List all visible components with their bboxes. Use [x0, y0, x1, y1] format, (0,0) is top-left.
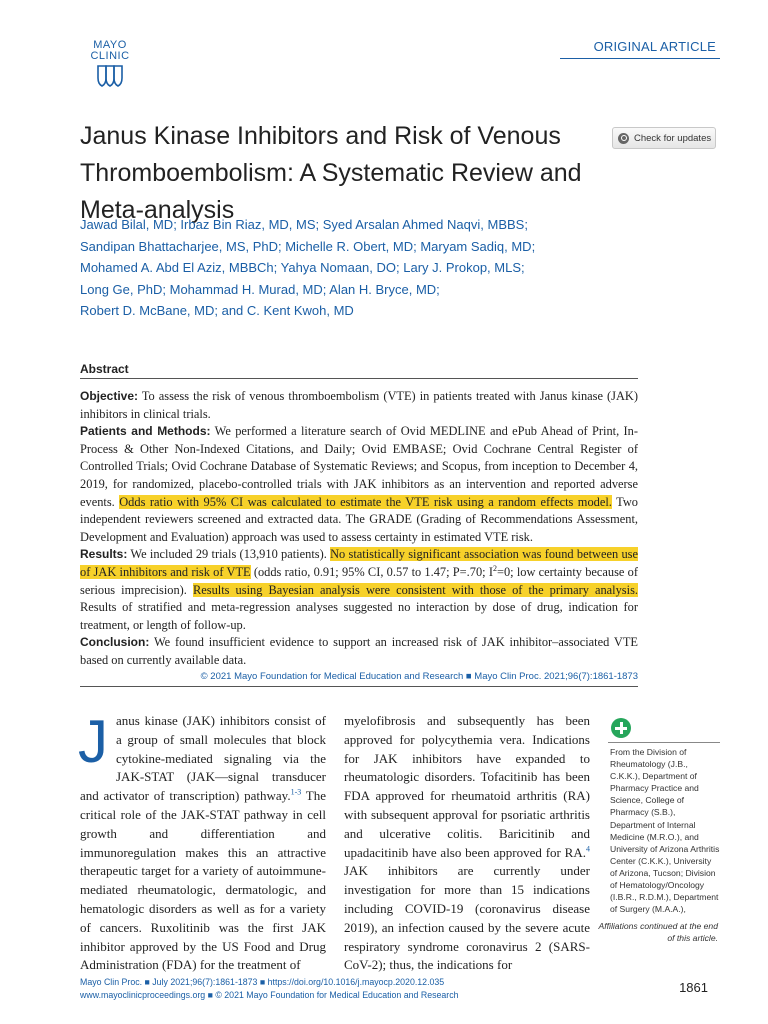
logo-line-2: CLINIC [90, 50, 130, 62]
mayo-clinic-logo [80, 40, 140, 88]
author-line[interactable]: Sandipan Bhattacharjee, MS, PhD; Michelle R. Obert, MD; Maryam Sadiq, MD; [80, 238, 536, 254]
results-superscript: 2 [492, 563, 497, 573]
footer-citation[interactable]: Mayo Clin Proc. ■ July 2021;96(7):1861-1873 ■ https://doi.org/10.1016/j.mayocp.2020.12.035 [80, 977, 445, 987]
conclusion-text: We found insufficient evidence to support an increased risk of JAK inhibitor–associated VTE based on currently available data. [80, 635, 638, 667]
plus-icon[interactable] [611, 718, 631, 738]
abstract-heading: Abstract [80, 362, 129, 376]
col2-text-2: JAK inhibitors are currently under investigation for more than 15 indications including COVID-19 (coronavirus disease 2019), an infection caused by the severe acute respiratory syndrome coronavirus 2 (SARS-CoV-2); thus, the indications for [344, 863, 590, 973]
abstract-body [80, 388, 638, 670]
results-highlight-2: Results using Bayesian analysis were consistent with those of the primary analysis. [192, 582, 638, 597]
section-divider [560, 58, 720, 59]
footer-website[interactable]: www.mayoclinicproceedings.org ■ © 2021 Mayo Foundation for Medical Education and Research [80, 989, 459, 1000]
logo-line-1: MAYO [93, 39, 127, 51]
abstract-objective [80, 388, 638, 423]
abstract-bottom-divider [80, 686, 638, 687]
shield-logo-icon [95, 64, 125, 88]
methods-label: Patients and Methods: [80, 424, 211, 439]
results-text-3: =0; low certainty because of serious imprecision). [80, 564, 638, 597]
col1-text: anus kinase (JAK) inhibitors consist of a group of small molecules that block cytokine-mediated signaling via the JAK-STAT (JAK—signal transducer and activator of transcription) pathway. [80, 713, 326, 804]
citation-ref[interactable]: 1-3 [290, 787, 302, 797]
section-label: ORIGINAL ARTICLE [593, 39, 716, 54]
results-label: Results: [80, 547, 128, 562]
abstract-conclusion [80, 634, 638, 669]
intro-paragraph [78, 708, 326, 975]
conclusion-label: Conclusion: [80, 635, 150, 650]
results-text: We included 29 trials (13,910 patients). [127, 547, 331, 562]
results-text-2: (odds ratio, 0.91; 95% CI, 0.57 to 1.47; P=.70; I [250, 564, 493, 579]
abstract-divider [80, 378, 638, 379]
abstract-copyright: © 2021 Mayo Foundation for Medical Education and Research ■ Mayo Clin Proc. 2021;96(7):1861-1873 [200, 671, 638, 682]
body-column-1 [78, 708, 326, 975]
abstract-results [80, 546, 638, 634]
page-footer [80, 976, 640, 1001]
col2-text: myelofibrosis and subsequently has been approved for polycythemia vera. Indications for JAK inhibitors have expanded to rheumatologic disorders. Tofacitinib has been FDA approved for rheumatoid arthritis (RA) with subsequent approval for psoriatic arthritis and ulcerative colitis. Baricitinib and upadacitinib have also been approved for RA. [344, 713, 590, 860]
results-text-4: Results of stratified and meta-regression analyses suggested no interaction by dose of drug, indication for treatment, or length of follow-up. [80, 600, 638, 632]
methods-highlight: Odds ratio with 95% CI was calculated to estimate the VTE risk using a random effects model. [119, 494, 612, 509]
check-updates-label: Check for updates [634, 132, 712, 144]
article-title: Janus Kinase Inhibitors and Risk of Venous Thromboembolism: A Systematic Review and Meta-analysis [80, 122, 582, 224]
citation-ref[interactable]: 4 [586, 844, 590, 854]
col1-text-2: The critical role of the JAK-STAT pathway in cell growth and differentiation and immunoregulation makes this an attractive therapeutic target for a variety of autoimmune-mediated rheumatologic, dermatologic, and hematologic disorders as well as for a variety of cancers. Ruxolitinib was the first JAK inhibitor approved by the US Food and Drug Administration (FDA) for the treatment of [80, 788, 326, 973]
author-line[interactable]: Jawad Bilal, MD; Irbaz Bin Riaz, MD, MS; Syed Arsalan Ahmed Naqvi, MBBS; [80, 217, 528, 232]
objective-text: To assess the risk of venous thromboembolism (VTE) in patients treated with Janus kinase (JAK) inhibitors in clinical trials. [80, 389, 638, 421]
author-list [80, 214, 640, 322]
affiliation-divider [608, 742, 720, 743]
check-for-updates-button[interactable] [612, 127, 716, 149]
body-column-2 [344, 712, 590, 975]
author-line[interactable]: Robert D. McBane, MD; and C. Kent Kwoh, MD [80, 303, 354, 318]
col2-paragraph [344, 712, 590, 975]
page-number: 1861 [679, 980, 708, 995]
results-highlight-1: No statistically significant association was found between use of JAK inhibitors and risk of VTE [80, 547, 638, 579]
methods-text: We performed a literature search of Ovid MEDLINE and ePub Ahead of Print, In-Process & Other Non-Indexed Citations, and Daily; Ovid EMBASE; Ovid Cochrane Central Register of Controlled Trials; Ovid Cochrane Database of Systematic Reviews; and Scopus, from inception to December 4, 2019, for randomized, placebo-controlled trials with JAK inhibitors as an intervention and reported adverse events. [80, 424, 638, 509]
affiliation-text: From the Division of Rheumatology (J.B., C.K.K.), Department of Pharmacy Practice and Science, College of Pharmacy (S.B.), Department of Internal Medicine (M.R.O.), and University of Arizona Arthritis Center (C.K.K.), University of Arizona, Tucson; Division of Hematology/Oncology (I.B.R., R.D.M.), Department of Surgery (M.A.A.), [610, 747, 720, 915]
updates-icon [618, 133, 629, 144]
methods-text-2: Two independent reviewers screened and extracted data. The GRADE (Grading of Recommendations Assessment, Development and Evaluation) approach was used to assess certainty in estimated VTE risk. [80, 494, 638, 544]
objective-label: Objective: [80, 389, 139, 403]
affiliations-continued-note: Affiliations continued at the end of this article. [598, 921, 718, 943]
drop-cap: J [78, 708, 108, 775]
author-line[interactable]: Mohamed A. Abd El Aziz, MBBCh; Yahya Nomaan, DO; Lary J. Prokop, MLS; [80, 260, 525, 275]
author-line[interactable]: Long Ge, PhD; Mohammad H. Murad, MD; Alan H. Bryce, MD; [80, 281, 440, 297]
abstract-methods [80, 423, 638, 546]
